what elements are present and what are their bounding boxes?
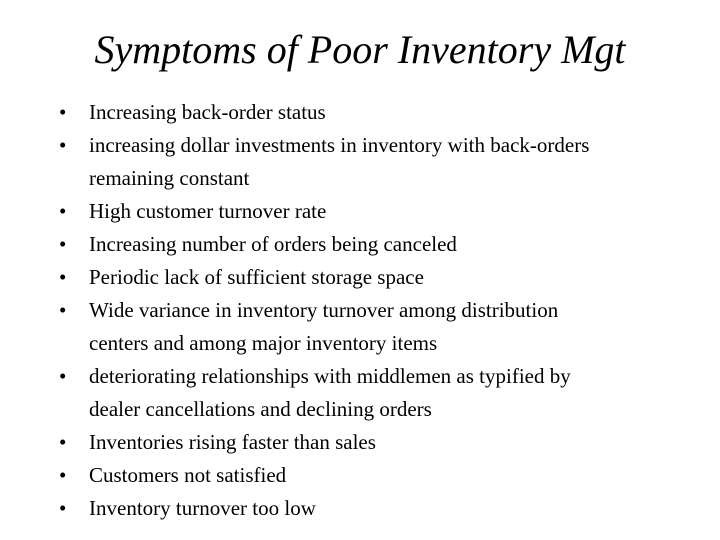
list-item [58,492,678,525]
list-item [58,96,678,129]
bullet-icon: • [59,199,67,223]
bullet-icon: • [59,463,67,487]
slide-title: Symptoms of Poor Inventory Mgt [94,27,626,72]
bullet-text-line: dealer cancellations and declining orders [89,397,432,421]
bullet-text [89,426,376,459]
bullet-text [89,261,424,294]
bullet-icon: • [59,364,67,388]
bullet-text [89,492,316,525]
bullet-icon: • [59,100,67,124]
list-item [58,261,678,294]
bullet-text-line: Wide variance in inventory turnover among distribution [89,298,559,322]
bullet-text-line: Increasing back-order status [89,100,326,124]
bullet-text-line: centers and among major inventory items [89,331,438,355]
bullet-text-line: Inventories rising faster than sales [89,430,376,454]
list-item [58,426,678,459]
bullet-text-line: increasing dollar investments in inventory with back-orders [89,133,590,157]
bullet-text-line: remaining constant [89,166,250,190]
list-item [58,360,678,426]
bullet-icon: • [59,232,67,256]
list-item [58,294,678,360]
bullet-text-line: Customers not satisfied [89,463,287,487]
bullet-text [89,294,558,360]
bullet-icon: • [59,265,67,289]
bullet-text [89,195,326,228]
bullet-icon: • [59,298,67,322]
bullet-text-line: deteriorating relationships with middlemen as typified by [89,364,571,388]
bullet-text-line: Increasing number of orders being canceled [89,232,457,256]
bullet-icon: • [59,133,67,157]
bullet-text [89,360,571,426]
list-item [58,459,678,492]
bullet-list [58,96,678,525]
bullet-text [89,96,326,129]
bullet-text [89,459,286,492]
list-item [58,129,678,195]
list-item [58,195,678,228]
bullet-text [89,228,457,261]
bullet-text-line: High customer turnover rate [89,199,327,223]
bullet-icon: • [59,430,67,454]
bullet-text [89,129,589,195]
bullet-icon: • [59,496,67,520]
list-item [58,228,678,261]
bullet-text-line: Inventory turnover too low [89,496,316,520]
bullet-text-line: Periodic lack of sufficient storage space [89,265,424,289]
